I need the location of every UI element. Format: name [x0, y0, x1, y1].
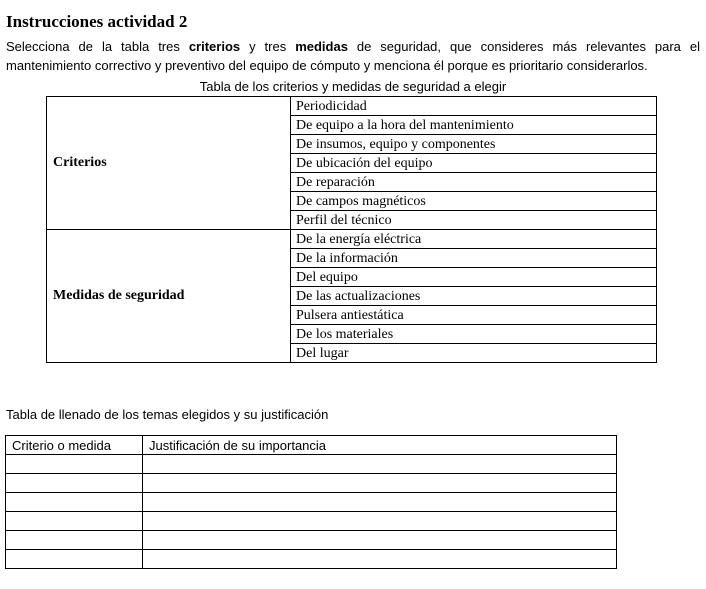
- table-row: [47, 97, 657, 116]
- criterio-item: De equipo a la hora del mantenimiento: [291, 116, 657, 135]
- criterio-item: Periodicidad: [291, 97, 657, 116]
- table-row: [6, 550, 617, 569]
- table-header-row: [6, 436, 617, 455]
- medida-item: De los materiales: [291, 325, 657, 344]
- table-row: [6, 493, 617, 512]
- instructions-paragraph: [6, 37, 700, 75]
- table-row: [6, 455, 617, 474]
- fill-cell-justificacion[interactable]: [143, 474, 617, 493]
- fill-cell-criterio[interactable]: [6, 474, 143, 493]
- activity-title: Instrucciones actividad 2: [6, 12, 188, 31]
- fill-cell-justificacion[interactable]: [143, 512, 617, 531]
- medida-item: De la información: [291, 249, 657, 268]
- instructions-bold-criterios: criterios: [188, 39, 241, 54]
- fill-cell-criterio[interactable]: [6, 455, 143, 474]
- instructions-bold-medidas: medidas: [295, 39, 348, 54]
- criterio-item: De reparación: [291, 173, 657, 192]
- criteria-measures-table: [46, 96, 657, 363]
- criterio-item: De insumos, equipo y componentes: [291, 135, 657, 154]
- medida-item: Del equipo: [291, 268, 657, 287]
- instructions-text-3: de seguridad, que consideres más relevantes para el mantenimiento correctivo y preventivo del equipo de cómputo y menciona él porque es prioritario considerarlos.: [6, 39, 700, 73]
- instructions-text-1: Selecciona de la tabla tres: [6, 39, 189, 54]
- fill-cell-criterio[interactable]: [6, 493, 143, 512]
- fill-cell-justificacion[interactable]: [143, 455, 617, 474]
- medida-item: Pulsera antiestática: [291, 306, 657, 325]
- header-criterio-medida: Criterio o medida: [6, 436, 143, 455]
- table-row: [47, 230, 657, 249]
- criterio-item: De ubicación del equipo: [291, 154, 657, 173]
- table-row: [6, 474, 617, 493]
- table1-caption: Tabla de los criterios y medidas de seguridad a elegir: [199, 79, 507, 94]
- header-justificacion: Justificación de su importancia: [143, 436, 617, 455]
- medidas-label: Medidas de seguridad: [47, 230, 291, 363]
- fill-cell-criterio[interactable]: [6, 531, 143, 550]
- criterios-label: Criterios: [47, 97, 291, 230]
- fill-cell-criterio[interactable]: [6, 512, 143, 531]
- fill-cell-justificacion[interactable]: [143, 550, 617, 569]
- justification-table: [5, 435, 617, 569]
- table-row: [6, 512, 617, 531]
- table2-caption: Tabla de llenado de los temas elegidos y su justificación: [6, 407, 329, 422]
- table-row: [6, 531, 617, 550]
- criterio-item: Perfil del técnico: [291, 211, 657, 230]
- fill-cell-justificacion[interactable]: [143, 493, 617, 512]
- fill-cell-justificacion[interactable]: [143, 531, 617, 550]
- fill-cell-criterio[interactable]: [6, 550, 143, 569]
- medida-item: Del lugar: [291, 344, 657, 363]
- medida-item: De la energía eléctrica: [291, 230, 657, 249]
- instructions-text-2: y tres: [240, 39, 296, 54]
- medida-item: De las actualizaciones: [291, 287, 657, 306]
- criterio-item: De campos magnéticos: [291, 192, 657, 211]
